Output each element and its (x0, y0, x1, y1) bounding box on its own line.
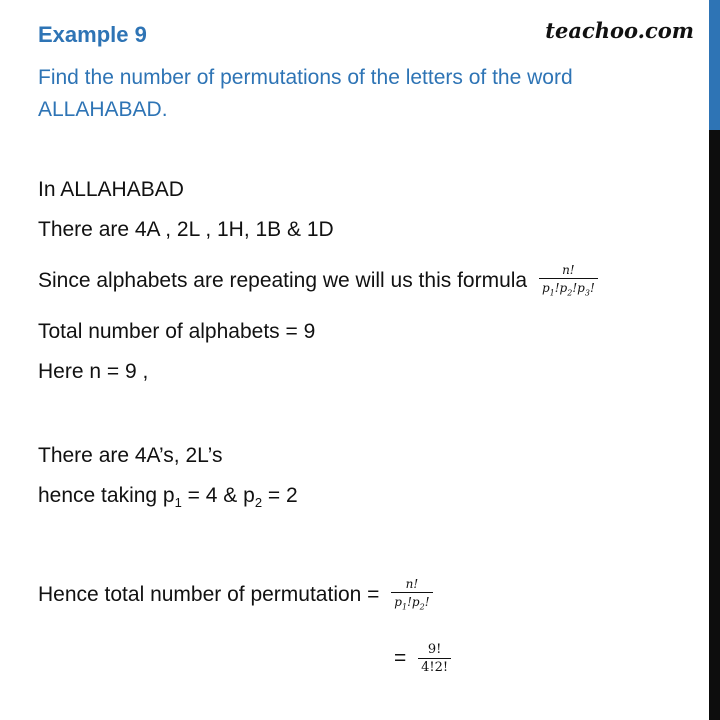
line-total-permutation (38, 576, 433, 615)
line-repeats: There are 4A’s, 2L’s (38, 444, 223, 467)
line-total-alphabets: Total number of alphabets = 9 (38, 320, 316, 343)
formula-permutation-numerator: n! (405, 577, 419, 591)
formula-general-numerator: n! (562, 263, 575, 277)
example-title: Example 9 (38, 22, 147, 47)
right-edge-dark-bar (709, 130, 720, 720)
right-edge-accent-bar (709, 0, 720, 130)
line-in-allahabad: In ALLAHABAD (38, 178, 184, 201)
line-substituted-formula (394, 642, 451, 676)
total-permutation-text: Hence total number of permutation = (38, 583, 380, 607)
line-n-value: Here n = 9 , (38, 360, 149, 383)
formula-substituted-denominator: 4!2! (418, 658, 451, 676)
formula-intro-text: Since alphabets are repeating we will us this formula (38, 269, 528, 293)
formula-substituted (418, 642, 451, 676)
equals-sign: = (394, 646, 407, 670)
formula-general (539, 262, 598, 301)
formula-permutation (391, 576, 432, 615)
line-letter-counts: There are 4A , 2L , 1H, 1B & 1D (38, 218, 334, 241)
formula-permutation-denominator: $p_1!p_2$! (391, 592, 432, 615)
line-formula-intro (38, 262, 598, 301)
formula-substituted-numerator: 9! (427, 642, 442, 657)
question-text: Find the number of permutations of the letters of the word ALLAHABAD. (38, 66, 573, 121)
line-p-values: hence taking $p_1 = 4$ & $p_2 = 2$ (38, 484, 298, 511)
formula-general-denominator: $p_1!p_2!p_3$! (539, 278, 598, 301)
teachoo-logo: teachoo.com (545, 18, 694, 43)
